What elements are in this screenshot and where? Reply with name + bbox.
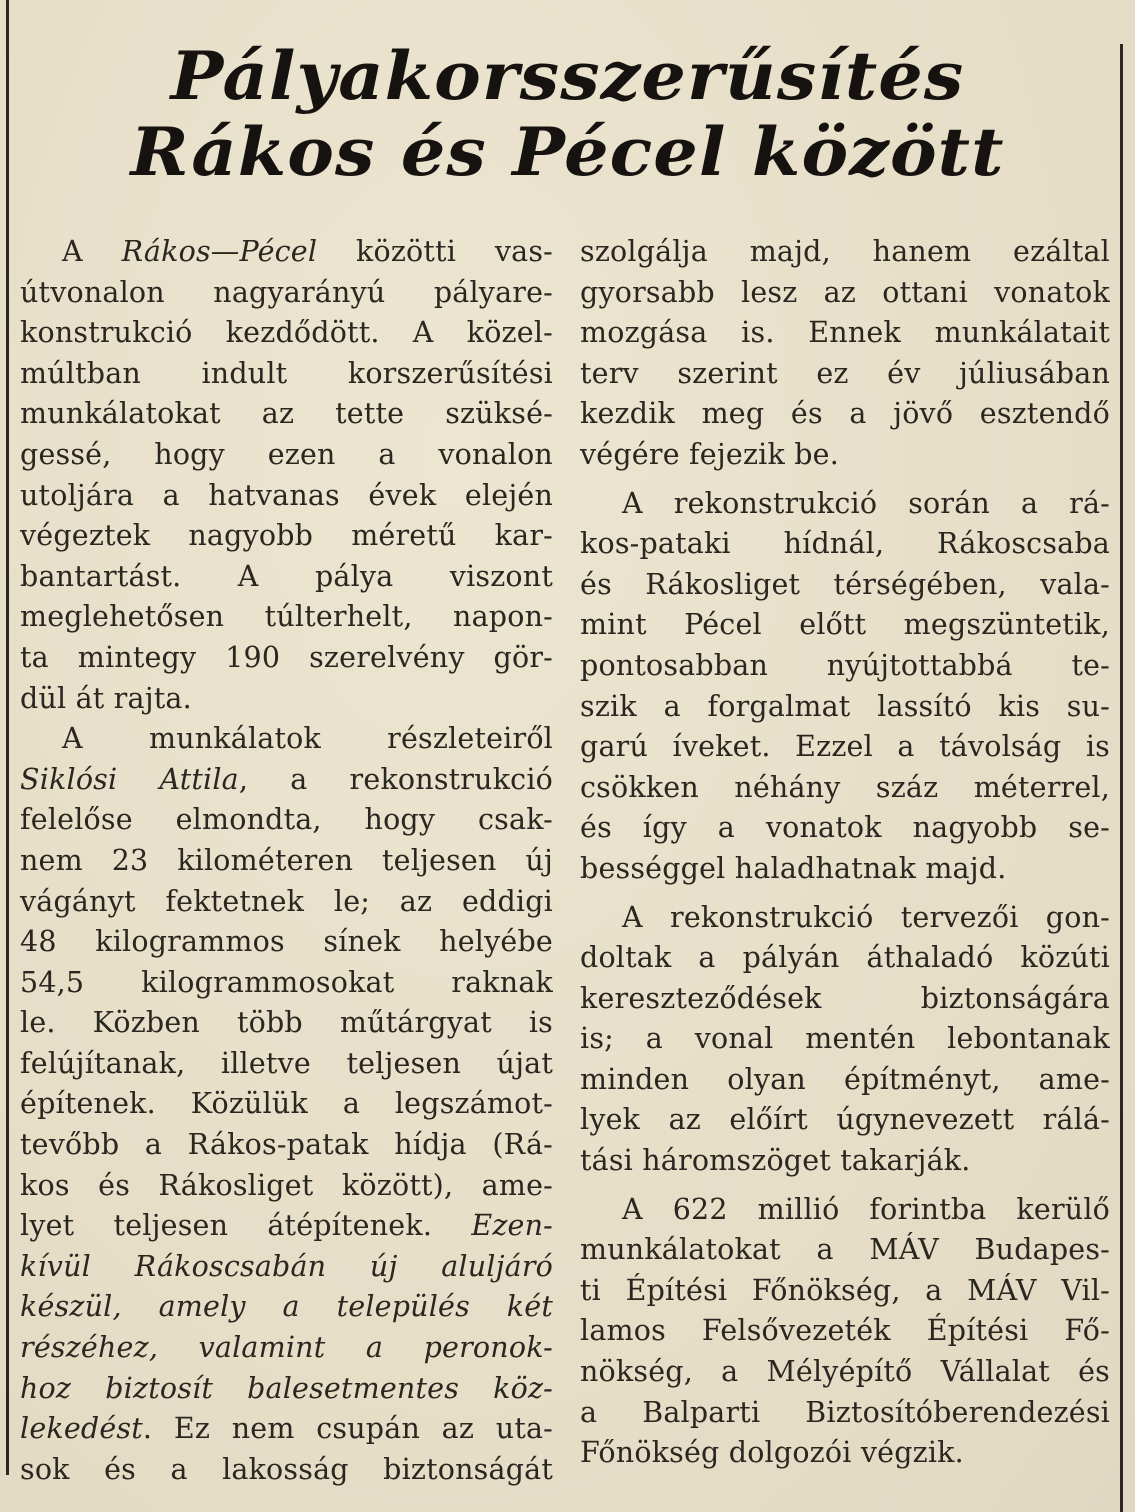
text-run: nem 23 kilométeren teljesen új xyxy=(20,843,553,877)
text-run: ta mintegy 190 szerelvény gör- xyxy=(20,640,553,674)
text-line xyxy=(580,524,1110,565)
text-run: A rekonstrukció során a rá- xyxy=(622,486,1110,520)
text-run: kereszteződések biztonságára xyxy=(580,981,1110,1015)
text-run: felelőse elmondta, hogy csak- xyxy=(20,803,553,837)
italic-text-run: Ezen- xyxy=(471,1209,553,1243)
text-line xyxy=(580,1271,1110,1312)
text-run: lyek az előírt úgynevezett rálá- xyxy=(580,1103,1110,1137)
italic-text-run: kívül Rákoscsabán új aluljáró xyxy=(20,1249,553,1283)
italic-text-run: készül, amely a település két xyxy=(20,1290,553,1324)
column-rule-right xyxy=(1120,44,1123,1512)
text-line xyxy=(20,882,553,923)
text-line xyxy=(580,313,1110,354)
text-line xyxy=(20,1206,553,1247)
text-line xyxy=(20,273,553,314)
text-line xyxy=(580,1311,1110,1352)
text-line xyxy=(580,1060,1110,1101)
text-run: bességgel haladhatnak majd. xyxy=(580,851,1007,885)
text-run: bantartást. A pálya viszont xyxy=(20,559,553,593)
text-run: le. Közben több műtárgyat is xyxy=(20,1006,553,1040)
text-run: sok és a lakosság biztonságát xyxy=(20,1452,553,1486)
text-line xyxy=(580,1230,1110,1271)
text-line xyxy=(20,1328,553,1369)
text-run: szolgálja majd, hanem ezáltal xyxy=(580,235,1110,268)
text-run: . Ez nem csupán az uta- xyxy=(142,1412,553,1446)
text-line xyxy=(20,1369,553,1410)
text-line xyxy=(20,394,553,435)
italic-text-run: Rákos—Pécel xyxy=(121,235,318,268)
text-run: minden olyan építményt, ame- xyxy=(580,1062,1110,1096)
text-line xyxy=(580,484,1110,525)
text-line xyxy=(580,898,1110,939)
text-line xyxy=(580,1190,1110,1231)
headline-line-1: Pályakorsszerűsítés xyxy=(170,37,965,115)
text-line xyxy=(580,979,1110,1020)
text-run: és Rákosliget térségében, vala- xyxy=(580,567,1110,601)
italic-text-run: hoz biztosít balesetmentes köz- xyxy=(20,1371,553,1405)
text-run: kos-pataki hídnál, Rákoscsaba xyxy=(580,527,1110,561)
text-line xyxy=(580,1100,1110,1141)
text-line xyxy=(580,232,1110,273)
text-run: ti Építési Főnökség, a MÁV Vil- xyxy=(580,1273,1110,1307)
text-run: munkálatokat a MÁV Budapes- xyxy=(580,1233,1110,1267)
text-line xyxy=(580,273,1110,314)
text-line xyxy=(20,841,553,882)
text-line xyxy=(20,313,553,354)
text-run: dül át rajta. xyxy=(20,681,192,715)
text-run: a Balparti Biztosítóberendezési xyxy=(580,1395,1110,1429)
text-line xyxy=(20,1166,553,1207)
text-run: felújítanak, illetve teljesen újat xyxy=(20,1046,553,1080)
text-run: is; a vonal mentén lebontanak xyxy=(580,1022,1110,1056)
text-line xyxy=(20,760,553,801)
text-line xyxy=(580,565,1110,606)
text-line xyxy=(20,597,553,638)
text-run: Főnökség dolgozói végzik. xyxy=(580,1436,964,1470)
text-run: tási háromszöget takarják. xyxy=(580,1144,971,1178)
text-run: utoljára a hatvanas évek elején xyxy=(20,478,553,512)
text-run: terv szerint ez év júliusában xyxy=(580,356,1110,390)
text-line xyxy=(580,1352,1110,1393)
text-run: lamos Felsővezeték Építési Fő- xyxy=(580,1314,1110,1348)
text-run: végeztek nagyobb méretű kar- xyxy=(20,519,553,553)
text-run: garú íveket. Ezzel a távolság is xyxy=(580,730,1110,764)
text-line xyxy=(580,808,1110,849)
text-run: A munkálatok részleteiről xyxy=(62,722,553,756)
text-line xyxy=(20,800,553,841)
text-run: tevőbb a Rákos-patak hídja (Rá- xyxy=(20,1128,553,1162)
text-line xyxy=(580,1433,1110,1474)
text-line xyxy=(20,476,553,517)
text-run: lyet teljesen átépítenek. xyxy=(20,1209,472,1243)
text-run: nökség, a Mélyépítő Vállalat és xyxy=(580,1355,1110,1389)
text-run: , a rekonstrukció xyxy=(238,762,553,796)
text-run: munkálatokat az tette szüksé- xyxy=(20,397,553,431)
text-line xyxy=(20,435,553,476)
text-line xyxy=(580,1019,1110,1060)
text-line xyxy=(20,922,553,963)
text-run: útvonalon nagyarányú pályare- xyxy=(20,275,553,309)
text-run: A xyxy=(62,235,122,268)
text-run: 54,5 kilogrammosokat raknak xyxy=(20,965,553,999)
text-line xyxy=(580,394,1110,435)
column-rule-left xyxy=(6,0,9,1475)
text-run: végére fejezik be. xyxy=(580,437,839,471)
text-line xyxy=(20,1409,553,1450)
text-line xyxy=(20,354,553,395)
text-line xyxy=(580,646,1110,687)
text-line xyxy=(20,232,553,273)
article-headline xyxy=(0,38,1135,190)
text-line xyxy=(20,1044,553,1085)
text-run: A rekonstrukció tervezői gon- xyxy=(622,900,1110,934)
text-line xyxy=(20,1125,553,1166)
text-line xyxy=(20,557,553,598)
text-run: konstrukció kezdődött. A közel- xyxy=(20,316,553,350)
text-line xyxy=(580,938,1110,979)
text-run: kezdik meg és a jövő esztendő xyxy=(580,397,1110,431)
text-run: mozgása is. Ennek munkálatait xyxy=(580,316,1110,350)
article-column-right xyxy=(580,232,1110,1474)
text-run: 48 kilogrammos sínek helyébe xyxy=(20,925,553,959)
text-line xyxy=(580,1393,1110,1434)
text-line xyxy=(20,719,553,760)
italic-text-run: részéhez, valamint a peronok- xyxy=(20,1331,553,1365)
headline-line-2: Rákos és Pécel között xyxy=(130,113,1005,191)
text-line xyxy=(20,1003,553,1044)
text-line xyxy=(20,638,553,679)
text-run: és így a vonatok nagyobb se- xyxy=(580,811,1110,845)
text-line xyxy=(580,605,1110,646)
text-run: vágányt fektetnek le; az eddigi xyxy=(20,884,553,918)
text-line xyxy=(580,768,1110,809)
text-run: közötti vas- xyxy=(317,235,553,268)
text-run: gessé, hogy ezen a vonalon xyxy=(20,437,553,471)
text-run: meglehetősen túlterhelt, napon- xyxy=(20,600,553,634)
article-column-left xyxy=(20,232,553,1490)
text-run: szik a forgalmat lassító kis su- xyxy=(580,689,1110,723)
text-line xyxy=(580,687,1110,728)
text-run: múltban indult korszerűsítési xyxy=(20,356,553,390)
text-run: A 622 millió forintba kerülő xyxy=(622,1192,1110,1226)
text-line xyxy=(20,1084,553,1125)
text-run: építenek. Közülük a legszámot- xyxy=(20,1087,553,1121)
text-run: doltak a pályán áthaladó közúti xyxy=(580,941,1110,975)
text-line xyxy=(20,1247,553,1288)
text-run: pontosabban nyújtottabbá te- xyxy=(580,648,1110,682)
text-line xyxy=(580,354,1110,395)
text-line xyxy=(20,516,553,557)
italic-text-run: Siklósi Attila xyxy=(20,762,239,796)
text-line xyxy=(580,849,1110,890)
text-line xyxy=(580,1141,1110,1182)
italic-text-run: lekedést xyxy=(20,1412,143,1446)
text-run: gyorsabb lesz az ottani vonatok xyxy=(580,275,1110,309)
text-line xyxy=(20,679,553,720)
text-run: csökken néhány száz méterrel, xyxy=(580,770,1110,804)
text-line xyxy=(20,963,553,1004)
text-line xyxy=(20,1287,553,1328)
text-line xyxy=(580,435,1110,476)
text-run: kos és Rákosliget között), ame- xyxy=(20,1168,553,1202)
text-run: mint Pécel előtt megszüntetik, xyxy=(580,608,1110,642)
text-line xyxy=(580,727,1110,768)
text-line xyxy=(20,1450,553,1491)
